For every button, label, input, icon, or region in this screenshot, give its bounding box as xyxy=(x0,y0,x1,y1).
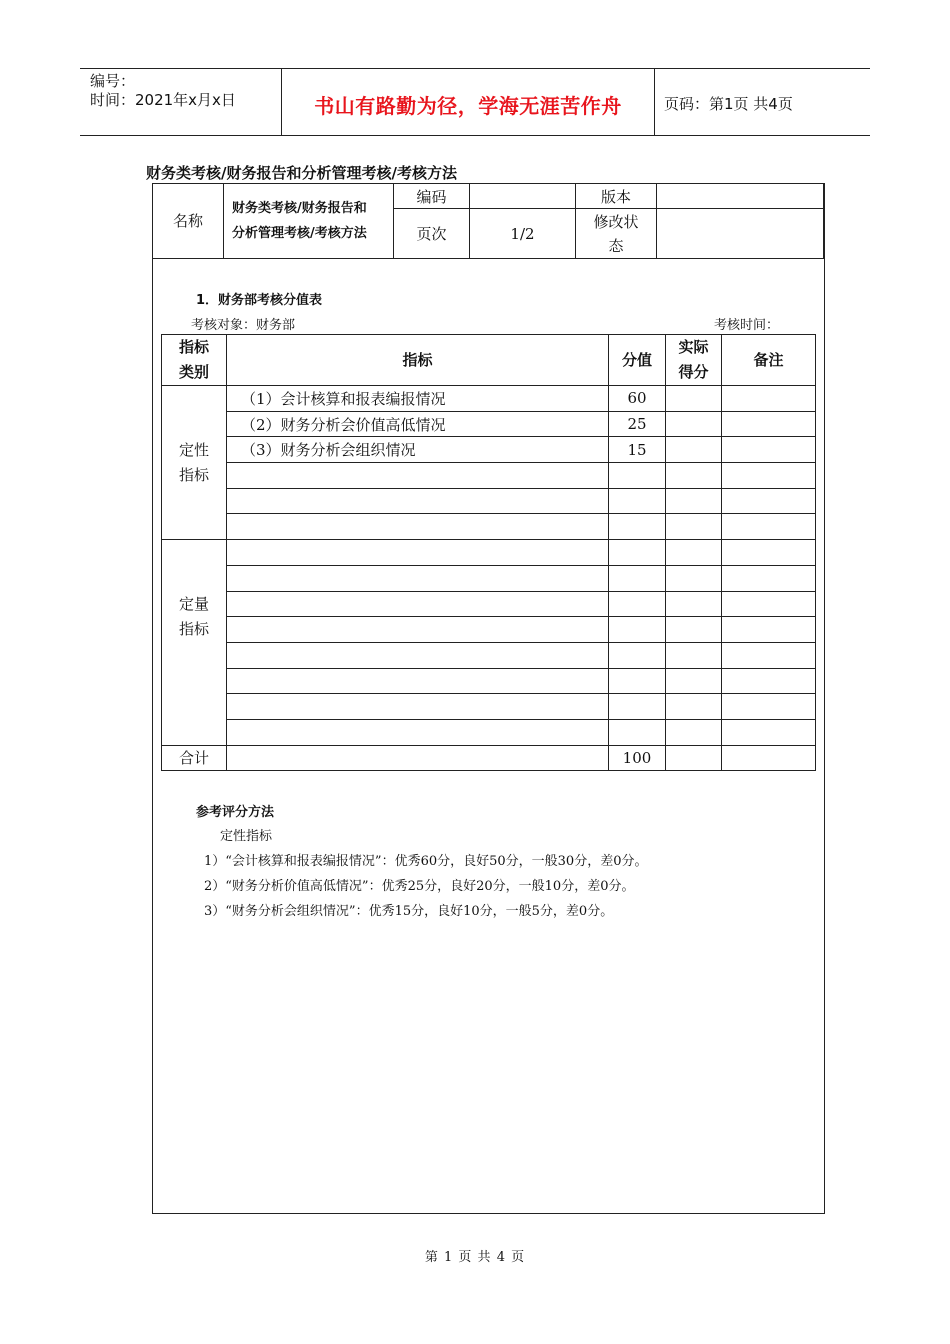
table-row xyxy=(162,617,816,643)
status-label-line2: 态 xyxy=(608,236,624,255)
score-cell xyxy=(609,463,666,489)
header-motto: 书山有路勤为径，学海无涯苦作舟 xyxy=(314,94,622,118)
actual-score-cell xyxy=(666,642,722,668)
code-value xyxy=(470,184,576,209)
assessment-time-label: 考核时间： xyxy=(714,318,780,333)
reference-subtitle: 定性指标 xyxy=(220,829,273,844)
score-cell xyxy=(609,565,666,591)
score-cell xyxy=(609,488,666,514)
score-cell xyxy=(609,591,666,617)
actual-score-cell xyxy=(666,668,722,694)
indicator-cell: （1）会计核算和报表编报情况 xyxy=(227,386,609,412)
header-score: 分值 xyxy=(609,335,666,386)
document-number-label: 编号： xyxy=(90,72,136,90)
indicator-cell: （2）财务分析会价值高低情况 xyxy=(227,411,609,437)
header-divider xyxy=(654,69,655,136)
indicator-cell xyxy=(227,591,609,617)
score-cell xyxy=(609,694,666,720)
table-row xyxy=(162,668,816,694)
actual-score-cell xyxy=(666,514,722,540)
score-table xyxy=(161,334,816,771)
indicator-cell xyxy=(227,642,609,668)
name-label-text: 名称 xyxy=(172,212,203,230)
table-row xyxy=(162,463,816,489)
indicator-cell xyxy=(227,540,609,566)
remark-cell xyxy=(722,386,816,412)
actual-score-cell xyxy=(666,463,722,489)
reference-title: 参考评分方法 xyxy=(196,805,275,820)
code-label: 编码 xyxy=(394,184,470,209)
table-row xyxy=(162,540,816,566)
table-row xyxy=(162,694,816,720)
score-cell xyxy=(609,719,666,745)
indicator-cell xyxy=(227,719,609,745)
remark-cell xyxy=(722,668,816,694)
remark-cell xyxy=(722,411,816,437)
qualitative-category-line2: 指标 xyxy=(178,465,209,484)
indicator-cell xyxy=(227,617,609,643)
status-label-cell xyxy=(576,209,657,259)
remark-cell xyxy=(722,719,816,745)
remark-cell xyxy=(722,565,816,591)
actual-score-cell xyxy=(666,719,722,745)
actual-score-cell xyxy=(666,437,722,463)
score-cell xyxy=(609,514,666,540)
actual-score-cell xyxy=(666,411,722,437)
document-title: 财务类考核/财务报告和分析管理考核/考核方法 xyxy=(146,164,457,182)
version-value xyxy=(657,184,824,209)
qualitative-category-cell xyxy=(162,386,227,540)
score-cell: 15 xyxy=(609,437,666,463)
section-title: 1．财务部考核分值表 xyxy=(196,293,323,308)
indicator-cell xyxy=(227,488,609,514)
status-value xyxy=(657,209,824,259)
status-label-line1: 修改状 xyxy=(593,212,639,231)
remark-cell xyxy=(722,591,816,617)
remark-cell xyxy=(722,514,816,540)
indicator-cell xyxy=(227,463,609,489)
page-code-label: 页码：第1页 共4页 xyxy=(664,95,793,113)
total-remark-cell xyxy=(722,745,816,771)
indicator-cell: （3）财务分析会组织情况 xyxy=(227,437,609,463)
score-cell xyxy=(609,540,666,566)
page-footer: 第 1 页 共 4 页 xyxy=(424,1250,526,1265)
remark-cell xyxy=(722,463,816,489)
assessment-object-label: 考核对象：财务部 xyxy=(191,318,296,333)
reference-line: 3）“财务分析会组织情况”：优秀15分，良好10分，一般5分，差0分。 xyxy=(204,904,614,919)
header-category xyxy=(162,335,227,386)
header-indicator: 指标 xyxy=(227,335,609,386)
table-row xyxy=(162,411,816,437)
info-table xyxy=(152,183,824,259)
table-row xyxy=(162,565,816,591)
remark-cell xyxy=(722,694,816,720)
remark-cell xyxy=(722,617,816,643)
actual-score-cell xyxy=(666,591,722,617)
remark-cell xyxy=(722,488,816,514)
header-category-line2: 类别 xyxy=(178,363,209,381)
score-cell xyxy=(609,617,666,643)
total-row xyxy=(162,745,816,771)
header-category-line1: 指标 xyxy=(178,338,209,356)
actual-score-cell xyxy=(666,565,722,591)
table-row xyxy=(162,386,816,412)
total-actual-score-cell xyxy=(666,745,722,771)
total-label: 合计 xyxy=(162,745,227,771)
quantitative-category-cell xyxy=(162,540,227,746)
table-row xyxy=(162,642,816,668)
name-value-cell xyxy=(224,184,394,259)
name-label-cell xyxy=(153,184,224,259)
document-time-label: 时间：2021年x月x日 xyxy=(90,91,236,109)
actual-score-cell xyxy=(666,694,722,720)
indicator-cell xyxy=(227,668,609,694)
name-label xyxy=(153,209,223,233)
remark-cell xyxy=(722,540,816,566)
version-label: 版本 xyxy=(576,184,657,209)
header-top-rule xyxy=(80,68,870,69)
name-value-line2: 分析管理考核/考核方法 xyxy=(232,226,367,241)
table-row xyxy=(162,437,816,463)
reference-line: 2）“财务分析价值高低情况”：优秀25分，良好20分，一般10分，差0分。 xyxy=(204,879,635,894)
score-table-header xyxy=(162,335,816,386)
actual-score-cell xyxy=(666,488,722,514)
table-row xyxy=(162,591,816,617)
header-actual-score xyxy=(666,335,722,386)
qualitative-category-line1: 定性 xyxy=(178,440,209,459)
score-cell xyxy=(609,668,666,694)
remark-cell xyxy=(722,437,816,463)
header-remark: 备注 xyxy=(722,335,816,386)
page-value: 1/2 xyxy=(470,209,576,259)
quantitative-category-line1: 定量 xyxy=(178,595,209,614)
header-actual-line2: 得分 xyxy=(678,363,709,381)
actual-score-cell xyxy=(666,386,722,412)
table-row xyxy=(162,719,816,745)
actual-score-cell xyxy=(666,617,722,643)
score-cell: 25 xyxy=(609,411,666,437)
table-row xyxy=(162,488,816,514)
remark-cell xyxy=(722,642,816,668)
page-label: 页次 xyxy=(394,209,470,259)
header-bottom-rule xyxy=(80,135,870,136)
indicator-cell xyxy=(227,514,609,540)
indicator-cell xyxy=(227,694,609,720)
header-actual-line1: 实际 xyxy=(678,338,709,356)
score-cell: 60 xyxy=(609,386,666,412)
reference-line: 1）“会计核算和报表编报情况”：优秀60分，良好50分，一般30分，差0分。 xyxy=(204,854,648,869)
indicator-cell xyxy=(227,565,609,591)
total-indicator-cell xyxy=(227,745,609,771)
actual-score-cell xyxy=(666,540,722,566)
name-value-line1: 财务类考核/财务报告和 xyxy=(232,201,367,216)
quantitative-category-line2: 指标 xyxy=(178,620,209,639)
total-score: 100 xyxy=(609,745,666,771)
table-row xyxy=(162,514,816,540)
score-cell xyxy=(609,642,666,668)
